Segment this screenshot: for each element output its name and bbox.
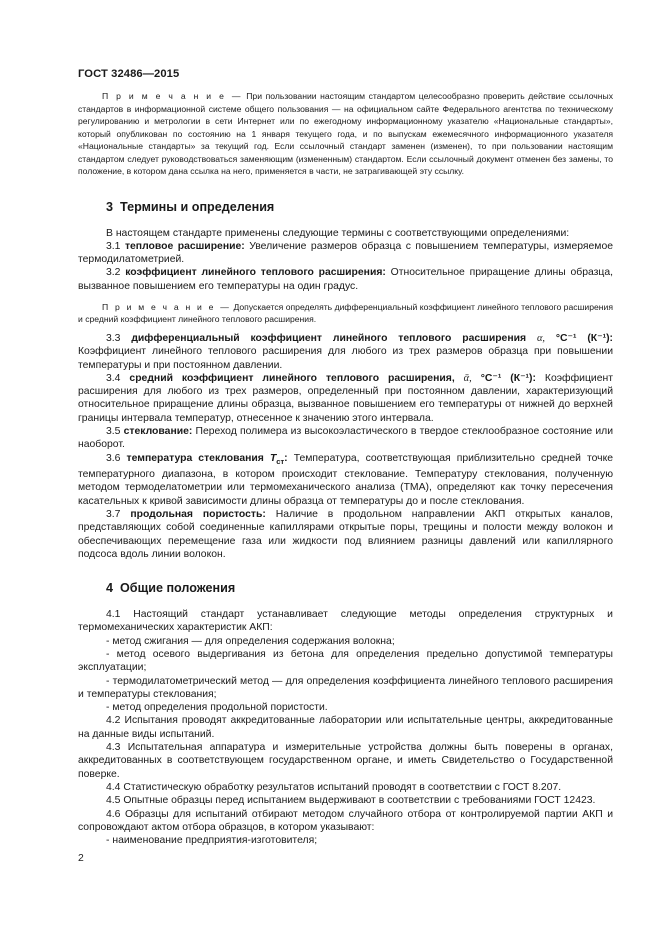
term-symbol: T [269, 452, 277, 464]
paragraph [78, 794, 613, 807]
page-number: 2 [78, 853, 84, 864]
list-item-text: - метод определения продольной пористости. [106, 702, 328, 714]
term-name: температура стеклования [126, 452, 264, 464]
term-colon: : [284, 452, 288, 464]
note-paragraph [78, 90, 613, 178]
term-3-3 [78, 332, 613, 372]
paragraph-text: 4.2 Испытания проводят аккредитованные лаборатории или испытательные центры, аккредитованные на данные виды испытаний. [78, 715, 613, 740]
term-name: продольная пористость: [130, 508, 266, 520]
term-symbol-subscript: ст [276, 456, 285, 466]
term-3-1 [78, 240, 613, 267]
term-number: 3.3 [106, 332, 121, 344]
term-definition: Температура, соответствующая приблизительно средней точке температурного диапазона, в котором происходит стеклование. Температуру стеклования, полученную методом термоделатометрии или термомеханического анализа (ТМА), определяют как точку пересечения касательных к кривой зависимости длины образца от температуры до и после стеклования. [78, 452, 614, 507]
note-label: П р и м е ч а н и е — [102, 91, 243, 101]
list-item-text: - наименование предприятия-изготовителя; [106, 835, 318, 847]
list-item [78, 675, 613, 702]
list-item [78, 635, 613, 648]
document-header: ГОСТ 32486—2015 [78, 68, 180, 80]
paragraph-text: 4.3 Испытательная аппаратура и измерительные устройства должны быть поверены в органах, аккредитованных в соответствующем государственном органе, и иметь Свидетельство о Государственной поверке. [78, 742, 613, 780]
term-definition: Коэффициент расширения для любого из трех размеров, определенный при постоянном давлении, характеризующий относительное приращение длины образца, вызванное повышением его температуры от нижней до верхней границы интервала температур, отнесенное к значению этого интервала. [78, 372, 613, 424]
term-number: 3.5 [106, 426, 121, 438]
term-3-7 [78, 508, 613, 561]
term-definition: Наличие в продольном направлении АКП открытых каналов, представляющих собой соединенные капиллярами открытые поры, трещины и полости между волокон и обеспечивающих перемещение газа или жидкости под влиянием разницы давлений или капиллярного подсоса вдоль линии волокон. [78, 508, 614, 560]
term-number: 3.7 [106, 508, 121, 520]
term-unit: °С⁻¹ (К⁻¹): [555, 332, 614, 344]
section-heading [78, 581, 613, 595]
list-item [78, 701, 613, 714]
paragraph-text: 4.4 Статистическую обработку результатов испытаний проводят в соответствии с ГОСТ 8.207. [106, 781, 562, 793]
section-title: Термины и определения [120, 199, 275, 214]
term-name: стеклование: [123, 426, 193, 438]
note-text: При пользовании настоящим стандартом целесообразно проверить действие ссылочных стандартов в информационной системе общего пользования — на официальном сайте Федерального агентства по техническому регулированию и метрологии в сети Интернет или по ежегодному информационному указателю «Национальные стандарты», который опубликован по состоянию на 1 января текущего года, и по выпускам ежемесячного информационного указателя «Национальные стандарты» за текущий год. Если ссылочный стандарт заменен (изменен), то при пользовании настоящим стандартом следует руководствоваться заменяющим (измененным) стандартом. Если ссылочный документ отменен без замены, то положение, в котором дана ссылка на него, применяется в части, не затрагивающей эту ссылку. [78, 91, 613, 176]
paragraph [78, 741, 613, 781]
term-definition: Переход полимера из высокоэластического в твердое стеклообразное состояние или наоборот. [78, 426, 613, 451]
paragraph [78, 714, 613, 741]
term-3-6 [78, 452, 613, 508]
paragraph-text: 4.5 Опытные образцы перед испытанием выдерживают в соответствии с требованиями ГОСТ 12423. [106, 795, 596, 807]
paragraph [78, 808, 613, 835]
term-name: средний коэффициент линейного теплового расширения, [129, 372, 455, 384]
term-3-4 [78, 372, 613, 425]
section-number: 4 [106, 581, 114, 596]
paragraph [78, 608, 613, 635]
paragraph [78, 781, 613, 794]
paragraph-text: В настоящем стандарте применены следующие термины с соответствующими определениями: [106, 227, 570, 239]
term-number: 3.6 [106, 452, 121, 464]
paragraph-text: 4.6 Образцы для испытаний отбирают методом случайного отбора от контролируемой партии АКП и сопровождают актом отбора образцов, в котором указывают: [78, 808, 613, 833]
term-definition: Коэффициент линейного теплового расширения для любого из трех размеров образца при повышении температуры и при постоянном давлении. [78, 346, 613, 371]
term-unit: °С⁻¹ (К⁻¹): [480, 372, 536, 384]
section-number: 3 [106, 199, 114, 214]
list-item [78, 648, 613, 675]
note-paragraph [78, 301, 613, 326]
section-title: Общие положения [120, 581, 236, 596]
term-number: 3.2 [106, 267, 121, 279]
term-number: 3.4 [106, 372, 121, 384]
list-item-text: - метод осевого выдергивания из бетона для определения предельно допустимой температуры эксплуатации; [78, 649, 613, 674]
note-text: Допускается определять дифференциальный коэффициент линейного теплового расширения и средний коэффициент линейного теплового расширения. [78, 301, 613, 325]
term-3-2 [78, 266, 613, 293]
document-body [78, 90, 613, 847]
term-symbol: ᾱ, [463, 372, 472, 384]
term-name: дифференциальный коэффициент линейного теплового расширения [131, 332, 527, 344]
list-item [78, 834, 613, 847]
paragraph [78, 227, 613, 240]
list-item-text: - термодилатометрический метод — для определения коэффициента линейного теплового расширения и температуры стеклования; [78, 675, 613, 700]
term-number: 3.1 [106, 240, 121, 252]
term-symbol: α, [536, 332, 545, 344]
note-label: П р и м е ч а н и е — [102, 301, 232, 312]
section-heading [78, 200, 613, 214]
paragraph-text: 4.1 Настоящий стандарт устанавливает следующие методы определения структурных и термомеханических характеристик АКП: [78, 609, 613, 634]
list-item-text: - метод сжигания — для определения содержания волокна; [106, 635, 395, 647]
term-3-5 [78, 425, 613, 452]
term-definition: Относительное приращение длины образца, вызванное повышением его температуры на один градус. [78, 267, 614, 292]
term-definition: Увеличение размеров образца с повышением температуры, измеряемое термодилатометрией. [78, 240, 613, 266]
term-name: коэффициент линейного теплового расширения: [125, 267, 386, 279]
term-name: тепловое расширение: [124, 240, 245, 252]
